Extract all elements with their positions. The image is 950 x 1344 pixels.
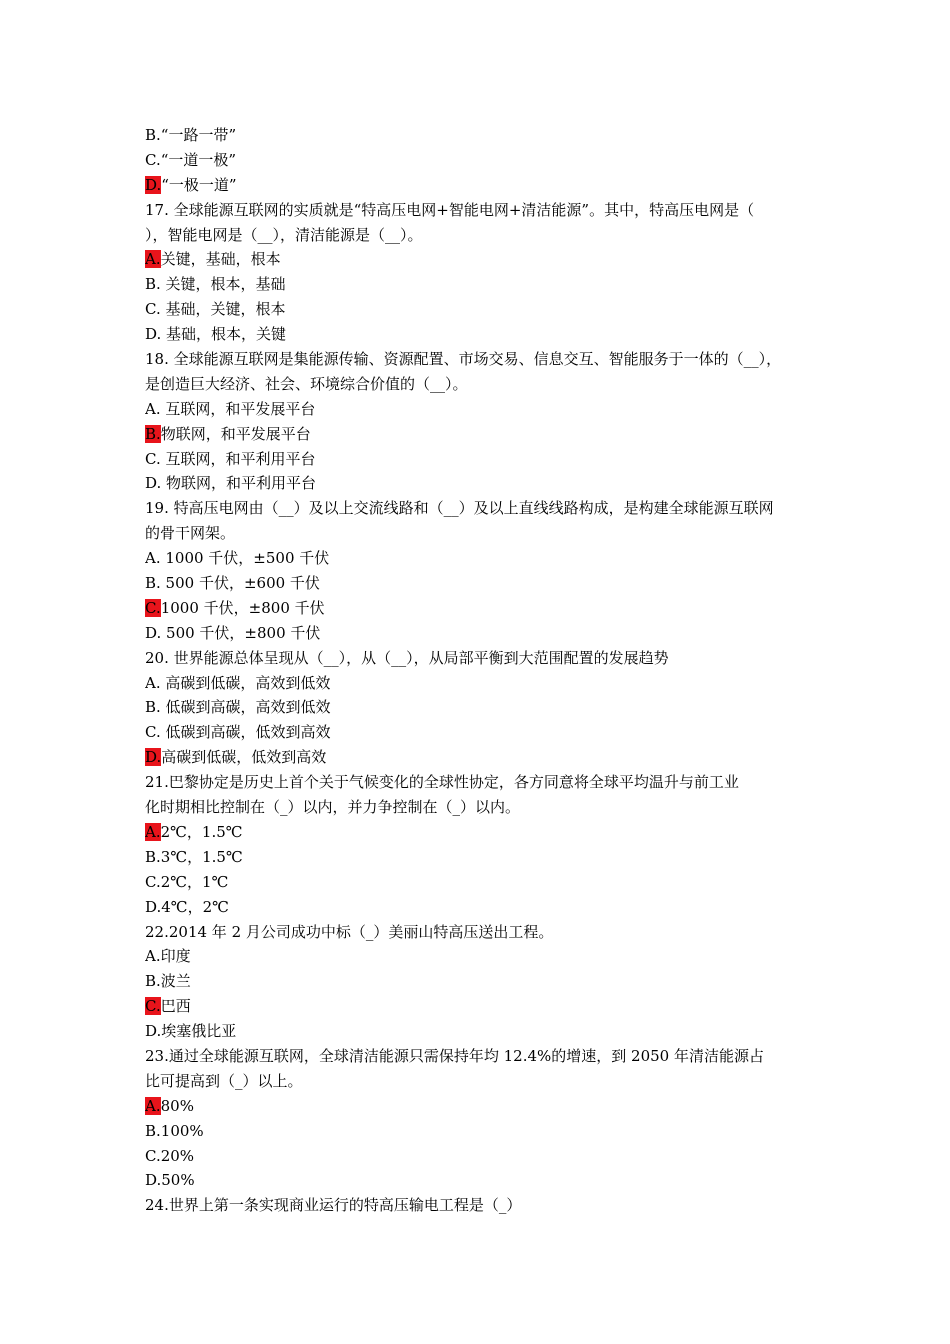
line-text: B.“一路一带”: [145, 126, 237, 144]
line-text: 1000 千伏，±800 千伏: [160, 598, 325, 617]
text-line: [145, 571, 817, 596]
text-line: [145, 1119, 817, 1144]
text-line: [145, 123, 817, 148]
text-line: [145, 695, 817, 720]
answer-option-highlighted: [145, 745, 817, 770]
text-line: [145, 770, 817, 795]
line-text: D. 基础，根本，关键: [145, 325, 287, 344]
line-text: D. 500 千伏，±800 千伏: [145, 623, 321, 642]
text-line: [145, 521, 817, 546]
line-text: ），智能电网是（__），清洁能源是（__）。: [145, 225, 423, 244]
line-text: C.2℃，1℃: [145, 872, 229, 891]
answer-mark-highlight: D.: [145, 748, 162, 767]
text-line: [145, 272, 817, 297]
text-line: [145, 920, 817, 945]
line-text: 21.巴黎协定是历史上首个关于气候变化的全球性协定，各方同意将全球平均温升与前工业: [145, 773, 739, 792]
text-line: [145, 1168, 817, 1193]
line-text: A. 互联网，和平发展平台: [145, 399, 316, 418]
line-text: 高碳到低碳，低效到高效: [161, 748, 327, 767]
line-text: 的骨干网架。: [145, 524, 236, 543]
text-line: [145, 1019, 817, 1044]
line-text: A.印度: [145, 947, 191, 966]
text-line: [145, 471, 817, 496]
text-line: [145, 198, 817, 223]
text-line: [145, 870, 817, 895]
text-line: [145, 347, 817, 372]
answer-mark-highlight: A.: [145, 822, 161, 841]
text-line: [145, 1144, 817, 1169]
line-text: 24.世界上第一条实现商业运行的特高压输电工程是（_）: [145, 1196, 522, 1215]
line-text: 是创造巨大经济、社会、环境综合价值的（__）。: [145, 374, 468, 393]
line-text: D.50%: [145, 1171, 195, 1190]
line-text: B. 低碳到高碳，高效到低效: [145, 698, 331, 717]
answer-option-highlighted: [145, 596, 817, 621]
text-line: [145, 944, 817, 969]
answer-mark-highlight: A.: [145, 1096, 161, 1115]
text-line: [145, 895, 817, 920]
answer-mark-highlight: B.: [145, 424, 161, 443]
line-text: 巴西: [160, 997, 191, 1016]
answer-option-highlighted: [145, 247, 817, 272]
line-text: 20. 世界能源总体呈现从（__），从（__），从局部平衡到大范围配置的发展趋势: [145, 648, 669, 667]
line-text: 17. 全球能源互联网的实质就是“特高压电网+智能电网+清洁能源”。其中，特高压电网是（: [145, 200, 755, 219]
line-text: D. 物联网，和平利用平台: [145, 474, 317, 493]
line-text: C. 互联网，和平利用平台: [145, 449, 316, 468]
line-text: “一极一道”: [161, 175, 237, 194]
line-text: 80%: [160, 1096, 194, 1115]
text-line: [145, 795, 817, 820]
text-line: [145, 447, 817, 472]
text-line: [145, 223, 817, 248]
text-line: [145, 621, 817, 646]
text-line: [145, 671, 817, 696]
line-text: 18. 全球能源互联网是集能源传输、资源配置、市场交易、信息交互、智能服务于一体的（__），: [145, 350, 782, 369]
text-line: [145, 1044, 817, 1069]
line-text: 2℃，1.5℃: [160, 822, 243, 841]
line-text: D.4℃，2℃: [145, 897, 229, 916]
document-page: [145, 123, 817, 1218]
line-text: 23.通过全球能源互联网，全球清洁能源只需保持年均 12.4%的增速，到 2050 年清洁能源占: [145, 1046, 764, 1065]
text-line: [145, 969, 817, 994]
line-text: B.3℃，1.5℃: [145, 847, 243, 866]
line-text: C. 基础，关键，根本: [145, 300, 286, 319]
answer-mark-highlight: C.: [145, 997, 161, 1016]
line-text: B.波兰: [145, 972, 191, 991]
line-text: B.100%: [145, 1121, 204, 1140]
text-line: [145, 720, 817, 745]
answer-option-highlighted: [145, 1094, 817, 1119]
answer-mark-highlight: C.: [145, 598, 161, 617]
text-line: [145, 1193, 817, 1218]
line-text: D.埃塞俄比亚: [145, 1022, 237, 1041]
line-text: C.“一道一极”: [145, 150, 237, 169]
line-text: 化时期相比控制在（_）以内，并力争控制在（_）以内。: [145, 798, 521, 817]
answer-option-highlighted: [145, 422, 817, 447]
text-line: [145, 372, 817, 397]
text-line: [145, 322, 817, 347]
text-line: [145, 1069, 817, 1094]
line-text: 关键，基础，根本: [160, 250, 281, 269]
answer-mark-highlight: D.: [145, 175, 162, 194]
answer-option-highlighted: [145, 173, 817, 198]
answer-mark-highlight: A.: [145, 250, 161, 269]
answer-option-highlighted: [145, 994, 817, 1019]
text-line: [145, 845, 817, 870]
text-line: [145, 496, 817, 521]
line-text: B. 关键，根本，基础: [145, 275, 286, 294]
text-line: [145, 546, 817, 571]
line-text: 19. 特高压电网由（__）及以上交流线路和（__）及以上直线线路构成，是构建全球能源互联网: [145, 499, 774, 518]
answer-option-highlighted: [145, 820, 817, 845]
line-text: 比可提高到（_）以上。: [145, 1071, 303, 1090]
line-text: C. 低碳到高碳，低效到高效: [145, 723, 331, 742]
line-text: A. 高碳到低碳，高效到低效: [145, 673, 331, 692]
line-text: B. 500 千伏，±600 千伏: [145, 574, 320, 593]
line-text: 物联网，和平发展平台: [160, 424, 311, 443]
line-text: A. 1000 千伏，±500 千伏: [145, 549, 330, 568]
text-line: [145, 397, 817, 422]
line-text: 22.2014 年 2 月公司成功中标（_）美丽山特高压送出工程。: [145, 922, 554, 941]
text-line: [145, 148, 817, 173]
line-text: C.20%: [145, 1146, 195, 1165]
text-line: [145, 297, 817, 322]
text-line: [145, 646, 817, 671]
